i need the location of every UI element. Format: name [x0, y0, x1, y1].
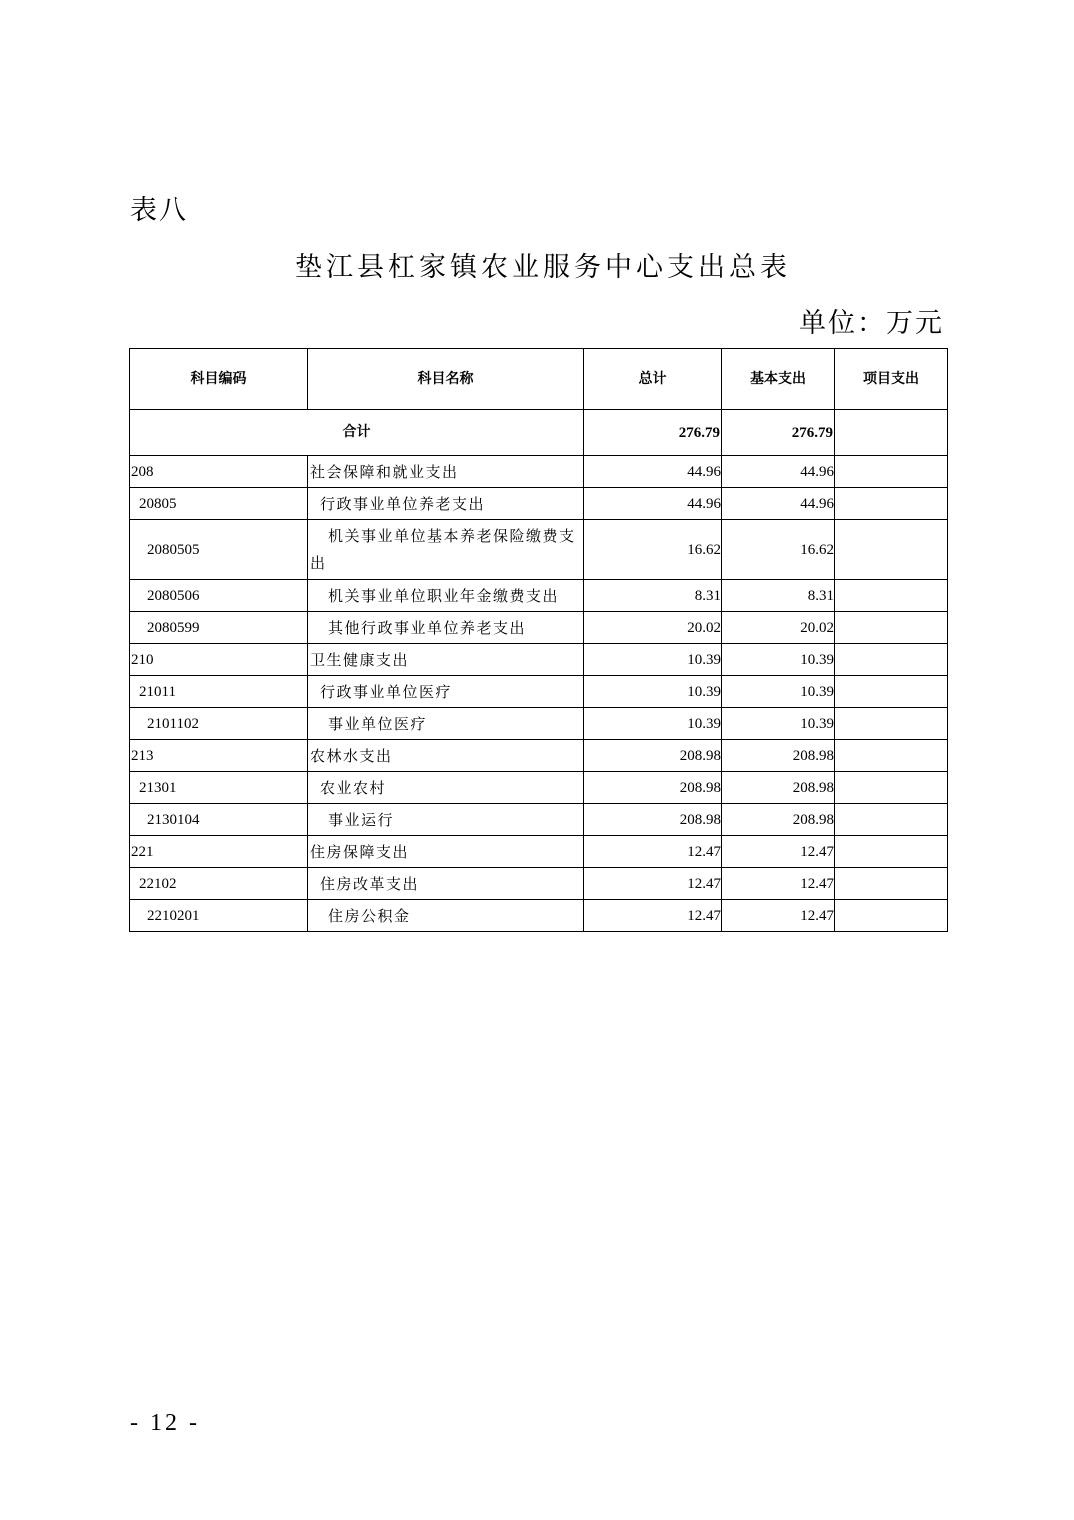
basic-cell: 8.31: [722, 580, 835, 612]
table-row: [130, 488, 948, 520]
total-cell: 10.39: [584, 708, 722, 740]
project-cell: [835, 520, 948, 580]
name-cell: 机关事业单位职业年金缴费支出: [308, 580, 584, 612]
basic-cell: 208.98: [722, 804, 835, 836]
project-cell: [835, 456, 948, 488]
basic-cell: 10.39: [722, 676, 835, 708]
basic-cell: 16.62: [722, 520, 835, 580]
code-cell: 208: [130, 456, 308, 488]
basic-cell: 10.39: [722, 708, 835, 740]
code-cell: 20805: [130, 488, 308, 520]
name-cell: 住房公积金: [308, 900, 584, 932]
basic-cell: 12.47: [722, 900, 835, 932]
project-cell: [835, 612, 948, 644]
name-cell: 社会保障和就业支出: [308, 456, 584, 488]
basic-cell: 20.02: [722, 612, 835, 644]
code-cell: 21011: [130, 676, 308, 708]
project-cell: [835, 836, 948, 868]
total-cell: 12.47: [584, 868, 722, 900]
column-header-total: 总计: [584, 349, 722, 410]
basic-cell: 12.47: [722, 868, 835, 900]
project-cell: [835, 580, 948, 612]
name-cell: 卫生健康支出: [308, 644, 584, 676]
total-cell: 208.98: [584, 740, 722, 772]
name-cell: 事业运行: [308, 804, 584, 836]
name-cell: 住房保障支出: [308, 836, 584, 868]
code-cell: 210: [130, 644, 308, 676]
table-row: [130, 836, 948, 868]
total-project: [835, 410, 948, 456]
total-cell: 12.47: [584, 900, 722, 932]
name-cell: 机关事业单位基本养老保险缴费支出: [308, 520, 584, 580]
basic-cell: 44.96: [722, 456, 835, 488]
basic-cell: 44.96: [722, 488, 835, 520]
name-cell: 行政事业单位医疗: [308, 676, 584, 708]
table-row: [130, 900, 948, 932]
total-cell: 20.02: [584, 612, 722, 644]
basic-cell: 12.47: [722, 836, 835, 868]
total-cell: 208.98: [584, 804, 722, 836]
table-row: [130, 772, 948, 804]
project-cell: [835, 708, 948, 740]
basic-cell: 208.98: [722, 740, 835, 772]
code-cell: 221: [130, 836, 308, 868]
name-cell: 事业单位医疗: [308, 708, 584, 740]
total-cell: 10.39: [584, 644, 722, 676]
table-row: [130, 676, 948, 708]
column-header-project: 项目支出: [835, 349, 948, 410]
basic-cell: 10.39: [722, 644, 835, 676]
total-cell: 12.47: [584, 836, 722, 868]
total-row: [130, 410, 948, 456]
code-cell: 2080599: [130, 612, 308, 644]
code-cell: 2080505: [130, 520, 308, 580]
page-number: - 12 -: [130, 1410, 200, 1436]
total-cell: 44.96: [584, 488, 722, 520]
column-header-name: 科目名称: [308, 349, 584, 410]
code-cell: 2080506: [130, 580, 308, 612]
column-header-code: 科目编码: [130, 349, 308, 410]
table-row: [130, 456, 948, 488]
project-cell: [835, 740, 948, 772]
code-cell: 2210201: [130, 900, 308, 932]
code-cell: 22102: [130, 868, 308, 900]
project-cell: [835, 868, 948, 900]
total-cell: 10.39: [584, 676, 722, 708]
table-row: [130, 708, 948, 740]
table-label: 表八: [130, 195, 188, 226]
table-row: [130, 804, 948, 836]
project-cell: [835, 772, 948, 804]
total-cell: 208.98: [584, 772, 722, 804]
table-row: [130, 580, 948, 612]
expenditure-table: [129, 348, 948, 932]
total-cell: 8.31: [584, 580, 722, 612]
project-cell: [835, 804, 948, 836]
basic-cell: 208.98: [722, 772, 835, 804]
code-cell: 213: [130, 740, 308, 772]
total-cell: 16.62: [584, 520, 722, 580]
table-row: [130, 868, 948, 900]
code-cell: 21301: [130, 772, 308, 804]
project-cell: [835, 644, 948, 676]
project-cell: [835, 900, 948, 932]
header-row: [130, 349, 948, 410]
table-row: [130, 520, 948, 580]
table-row: [130, 612, 948, 644]
code-cell: 2130104: [130, 804, 308, 836]
column-header-basic: 基本支出: [722, 349, 835, 410]
table-row: [130, 740, 948, 772]
page-title: 垫江县杠家镇农业服务中心支出总表: [295, 252, 791, 283]
project-cell: [835, 676, 948, 708]
unit-label: 单位：万元: [799, 308, 944, 339]
name-cell: 其他行政事业单位养老支出: [308, 612, 584, 644]
name-cell: 住房改革支出: [308, 868, 584, 900]
total-basic: 276.79: [722, 410, 835, 456]
project-cell: [835, 488, 948, 520]
name-cell: 农林水支出: [308, 740, 584, 772]
total-label: 合计: [130, 410, 584, 456]
name-cell: 行政事业单位养老支出: [308, 488, 584, 520]
table-row: [130, 644, 948, 676]
total-cell: 44.96: [584, 456, 722, 488]
name-cell: 农业农村: [308, 772, 584, 804]
code-cell: 2101102: [130, 708, 308, 740]
total-value: 276.79: [584, 410, 722, 456]
